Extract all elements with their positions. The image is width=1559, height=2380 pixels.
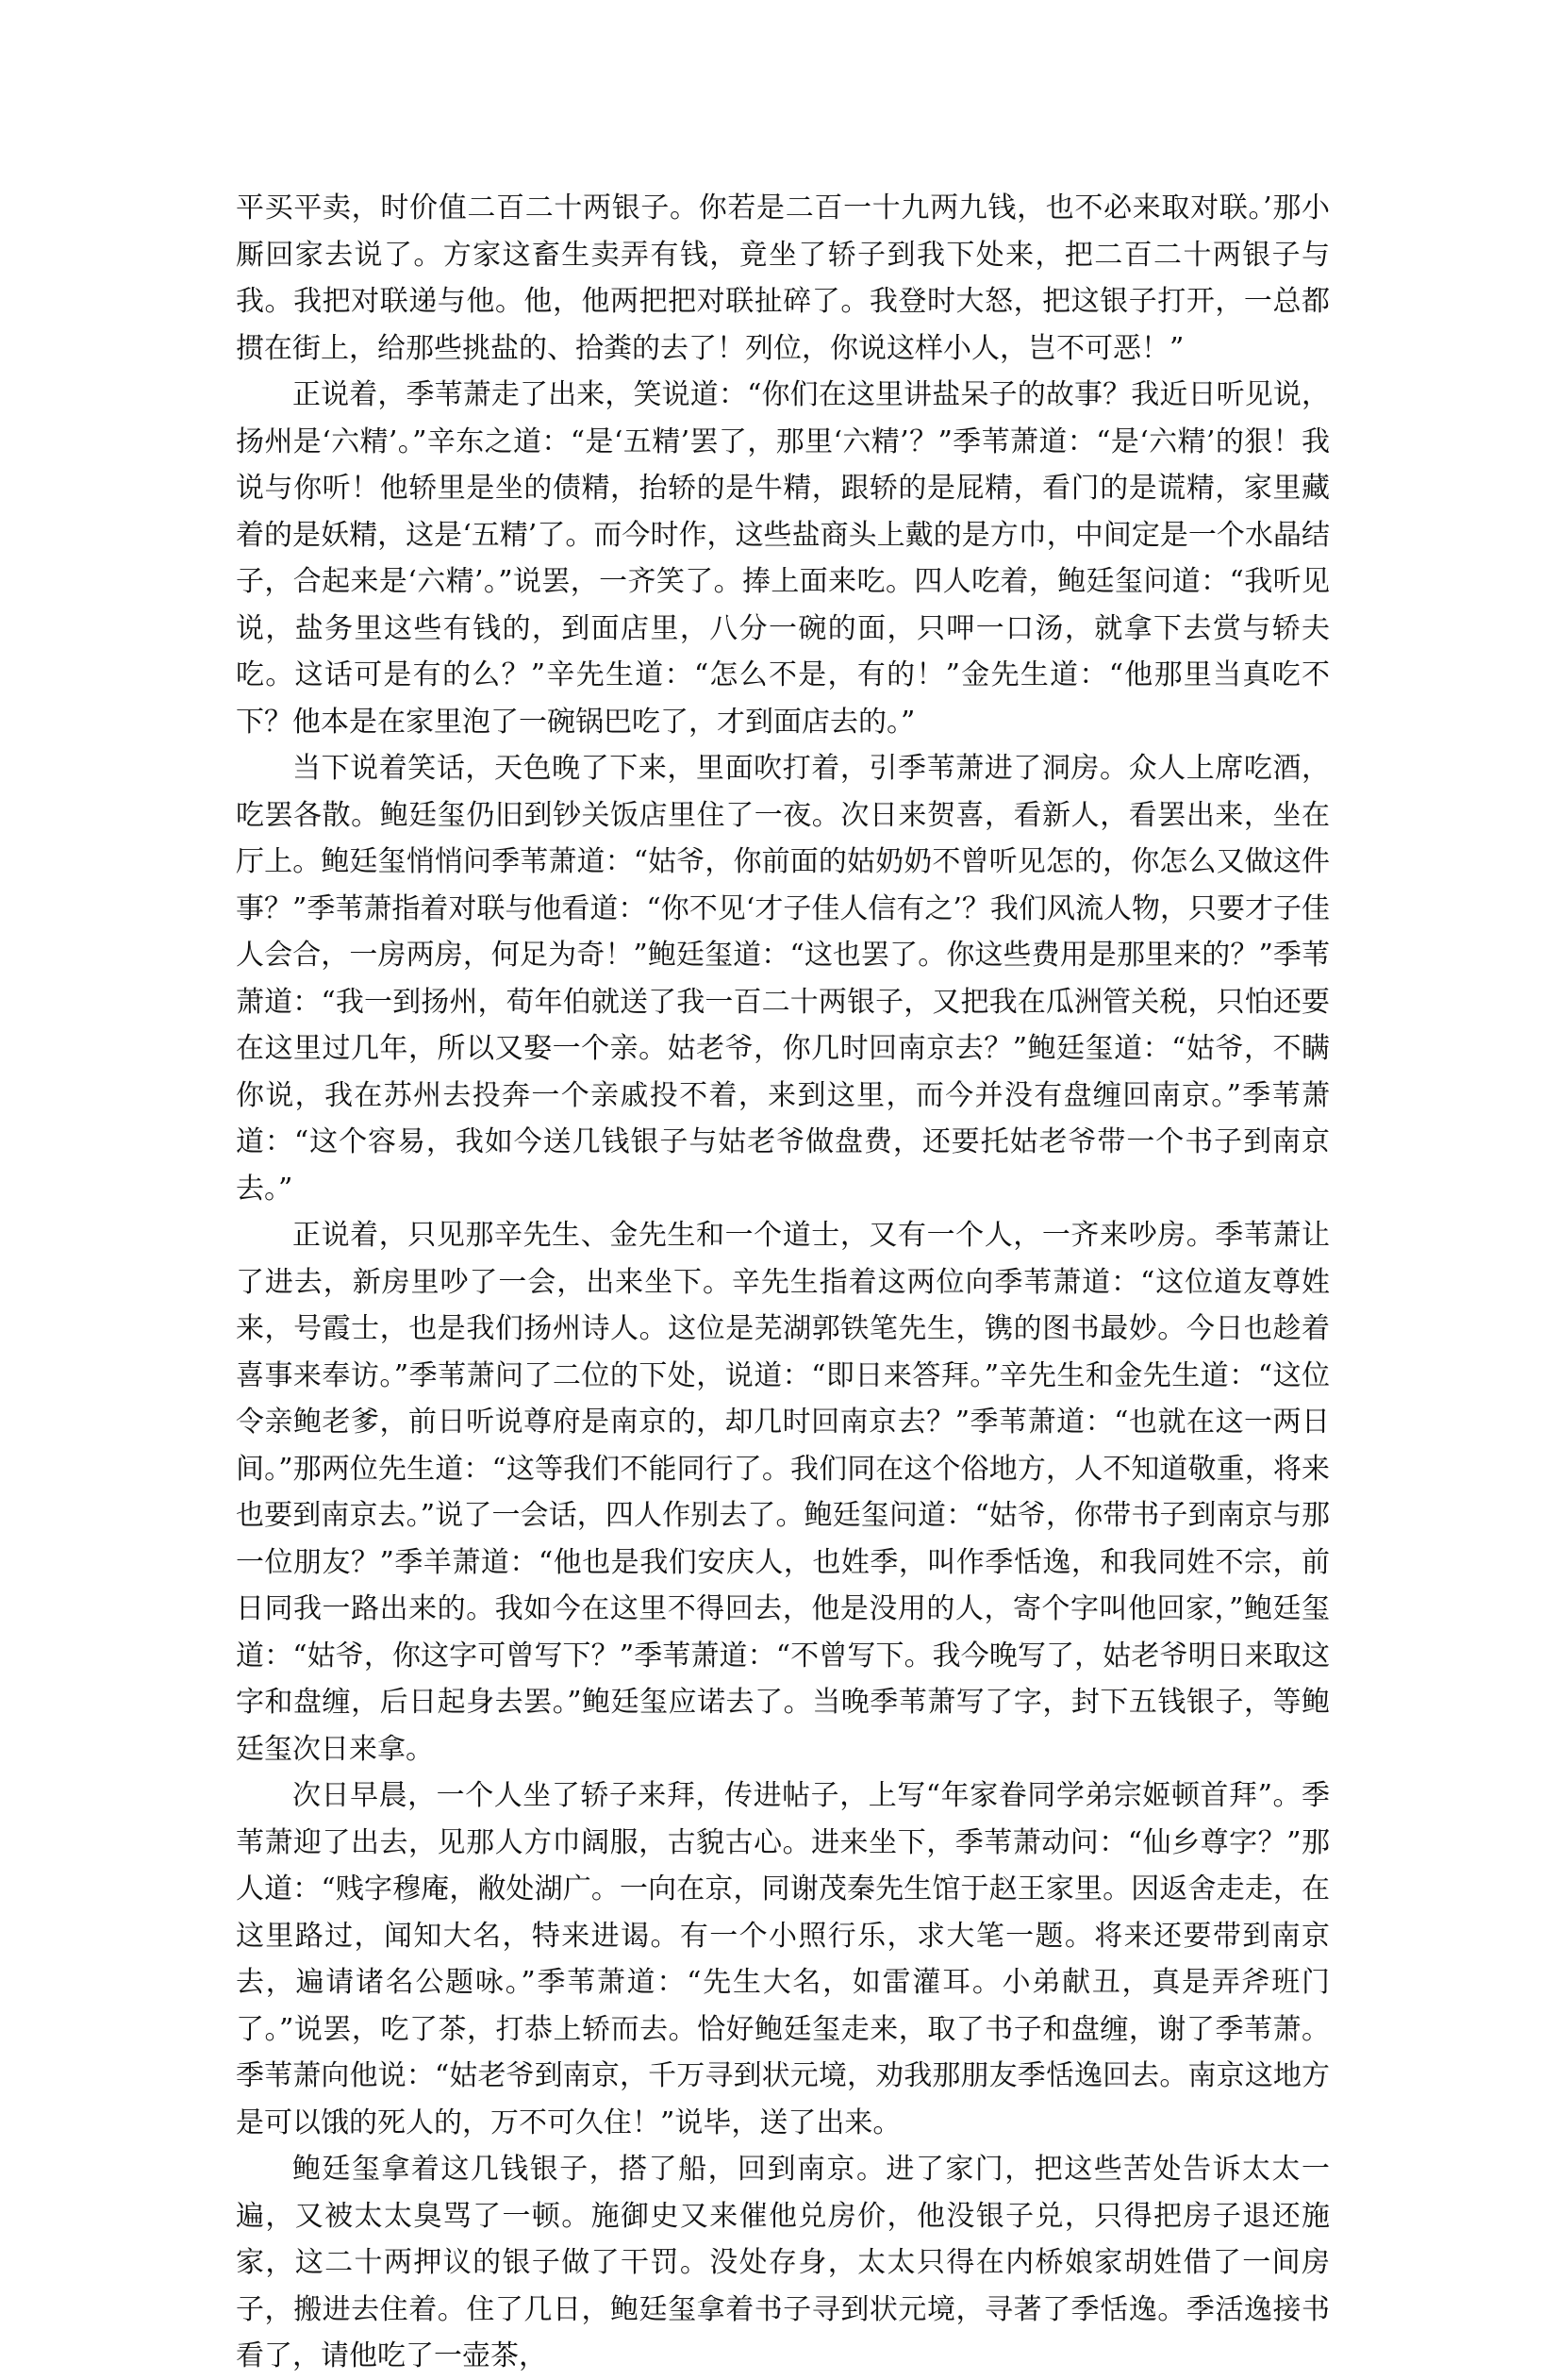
paragraph: 正说着，只见那辛先生、金先生和一个道士，又有一个人，一齐来吵房。季苇萧让了进去，新房里吵了一会，出来坐下。辛先生指着这两位向季苇萧道：“这位道友尊姓来，号霞士，也是我们扬州诗人。这位是芜湖郭铁笔先生，镌的图书最妙。今日也趁着喜事来奉访。”季苇萧问了二位的下处，说道：“即日来答拜。”辛先生和金先生道：“这位令亲鲍老爹，前日听说尊府是南京的，却几时回南京去？”季苇萧道：“也就在这一两日间。”那两位先生道：“这等我们不能同行了。我们同在这个俗地方，人不知道敬重，将来也要到南京去。”说了一会话，四人作别去了。鲍廷玺问道：“姑爷，你带书子到南京与那一位朋友？”季羊萧道：“他也是我们安庆人，也姓季，叫作季恬逸，和我同姓不宗，前日同我一路出来的。我如今在这里不得回去，他是没用的人，寄个字叫他回家，”鲍廷玺道：“姑爷，你这字可曾写下？”季苇萧道：“不曾写下。我今晚写了，姑老爷明日来取这字和盘缠，后日起身去罢。”鲍廷玺应诺去了。当晚季苇萧写了字，封下五钱银子，等鲍廷玺次日来拿。	[236, 1219, 1330, 1766]
paragraph: 鲍廷玺拿着这几钱银子，搭了船，回到南京。进了家门，把这些苦处告诉太太一遍，又被太太臭骂了一顿。施御史又来催他兑房价，他没银子兑，只得把房子退还施家，这二十两押议的银子做了干罚。没处存身，太太只得在内桥娘家胡姓借了一间房子，搬进去住着。住了几日，鲍廷玺拿着书子寻到状元境，寻著了季恬逸。季活逸接书看了，请他吃了一壶茶，	[236, 2153, 1330, 2372]
paragraph: 次日早晨，一个人坐了轿子来拜，传进帖子，上写“年家眷同学弟宗姬顿首拜”。季苇萧迎了出去，见那人方巾阔服，古貌古心。进来坐下，季苇萧动问：“仙乡尊字？”那人道：“贱字穆庵，敝处湖广。一向在京，同谢茂秦先生馆于赵王家里。因返舍走走，在这里路过，闻知大名，特来进谒。有一个小照行乐，求大笔一题。将来还要带到南京去，遍请诸名公题咏。”季苇萧道：“先生大名，如雷灌耳。小弟献丑，真是弄斧班门了。”说罢，吃了茶，打恭上轿而去。恰好鲍廷玺走来，取了书子和盘缠，谢了季苇萧。季苇萧向他说：“姑老爷到南京，千万寻到状元境，劝我那朋友季恬逸回去。南京这地方是可以饿的死人的，万不可久住！”说毕，送了出来。	[236, 1779, 1330, 2139]
paragraph: 正说着，季苇萧走了出来，笑说道：“你们在这里讲盐呆子的故事？我近日听见说，扬州是‘六精’。”辛东之道：“是‘五精’罢了，那里‘六精’？”季苇萧道：“是‘六精’的狠！我说与你听！他轿里是坐的债精，抬轿的是牛精，跟轿的是屁精，看门的是谎精，家里藏着的是妖精，这是‘五精’了。而今时作，这些盐商头上戴的是方巾，中间定是一个水晶结子，合起来是‘六精’。”说罢，一齐笑了。捧上面来吃。四人吃着，鲍廷玺问道：“我听见说，盐务里这些有钱的，到面店里，八分一碗的面，只呷一口汤，就拿下去赏与轿夫吃。这话可是有的么？”辛先生道：“怎么不是，有的！”金先生道：“他那里当真吃不下？他本是在家里泡了一碗锅巴吃了，才到面店去的。”	[236, 378, 1330, 739]
paragraph: 平买平卖，时价值二百二十两银子。你若是二百一十九两九钱，也不必来取对联。’那小厮回家去说了。方家这畜生卖弄有钱，竟坐了轿子到我下处来，把二百二十两银子与我。我把对联递与他。他，他两把把对联扯碎了。我登时大怒，把这银子打开，一总都掼在街上，给那些挑盐的、拾粪的去了！列位，你说这样小人，岂不可恶！”	[236, 191, 1330, 365]
body-text	[236, 185, 1330, 2380]
paragraph: 当下说着笑话，天色晚了下来，里面吹打着，引季苇萧进了洞房。众人上席吃酒，吃罢各散。鲍廷玺仍旧到钞关饭店里住了一夜。次日来贺喜，看新人，看罢出来，坐在厅上。鲍廷玺悄悄问季苇萧道：“姑爷，你前面的姑奶奶不曾听见怎的，你怎么又做这件事？”季苇萧指着对联与他看道：“你不见‘才子佳人信有之’？我们风流人物，只要才子佳人会合，一房两房，何足为奇！”鲍廷玺道：“这也罢了。你这些费用是那里来的？”季苇萧道：“我一到扬州，荀年伯就送了我一百二十两银子，又把我在瓜洲管关税，只怕还要在这里过几年，所以又娶一个亲。姑老爷，你几时回南京去？”鲍廷玺道：“姑爷，不瞒你说，我在苏州去投奔一个亲戚投不着，来到这里，而今并没有盘缠回南京。”季苇萧道：“这个容易，我如今送几钱银子与姑老爷做盘费，还要托姑老爷带一个书子到南京去。”	[236, 752, 1330, 1206]
